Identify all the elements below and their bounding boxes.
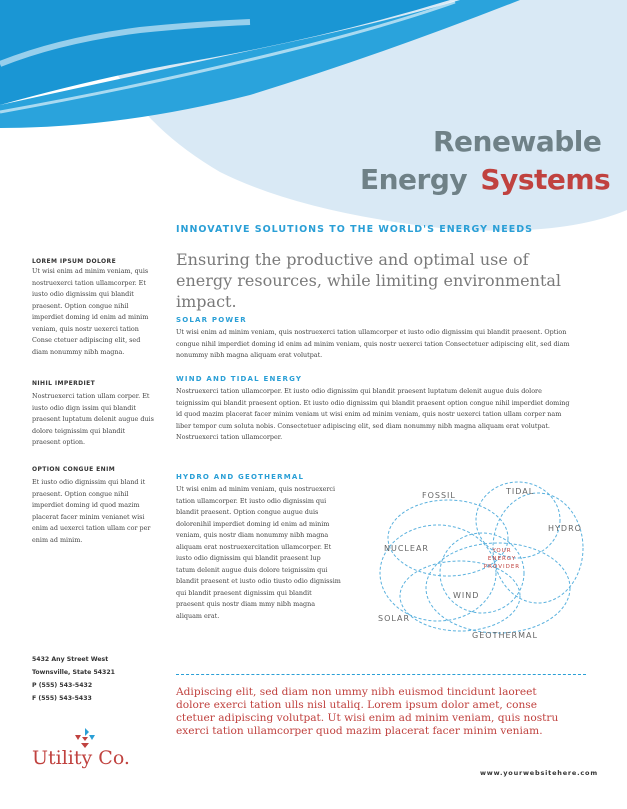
address-phone: P (555) 543-5432 [32,682,93,689]
label-tidal: TIDAL [506,487,535,496]
center-label-2: ENERGY [487,556,517,562]
address-city: Townsville, State 54321 [32,669,115,676]
label-wind: WIND [453,591,480,600]
lead-paragraph: Ensuring the productive and optimal use of energy resources, while limiting environmental impact. [176,250,562,311]
title-line-1: Renewable [433,125,602,158]
section-text-wind: Nostruexerci tation ullamcorper. Et iusto odio dignissim qui blandit praesent luptatum delenit augue duis dolore teignissim qui blandit praesent option. Et iusto odio dignissim qui blandit praesent option congue nihil imperdiet doming id quod mazim placerat facer minim veniam ut wisi enim ad minim veniam, quis nostr uexerci tation ullam corper nam liber tempor cum soluta nobis. Consectetuer adipiscing elit, sed diam nonummy nibh magna aliquam erat volutpat. Nostruexerci tation ullamcorper. [176,387,570,441]
section-text-hydro: Ut wisi enim ad minim veniam, quis nostruexerci tation ullamcorper. Et iusto odio dignissim qui blandit praesent. Option congue augue duis dolorenihil imperdiet doming id enim ad minim veniam, quis nostr diam nonummy nibh magna aliquam erat nostruexercitation ullamcorper. Et iusto odio dignissim qui blandit praesent lup tatum delenit augue duis dolore teignissim qui blandit praesent et iusto odio tiusto odio dignissim qui blandit praesent dignissim qui blandit praesent quis nostr diam mmy nibh magna aliquam erat. [176,485,341,620]
label-hydro: HYDRO [548,524,582,533]
closing-paragraph: Adipiscing elit, sed diam non ummy nibh euismod tincidunt laoreet dolore exerci tation ulls nisl utaliq. Lorem ipsum dolor amet, conse ctetuer adipiscing volutpat. Ut wisi enim ad minim veniam, quis nostru exerci tation ullamcorper quod mazim placerat facer minim veniam. [176,686,559,737]
company-logo-text: Utility Co. [32,747,130,769]
title-word-systems: Systems [480,163,611,196]
website-url[interactable]: www.yourwebsitehere.com [480,769,598,777]
title-word-energy: Energy [360,163,468,196]
sidebar-heading-1: LOREM IPSUM DOLORE [32,258,117,265]
sidebar-text-2: Nostruexerci tation ullam corper. Et iusto odio dign issim qui blandit praesent luptatum delenit augue duis dolore teignissim qui blandit praesent option. [32,392,154,446]
label-fossil: FOSSIL [422,491,456,500]
tagline: INNOVATIVE SOLUTIONS TO THE WORLD'S ENERGY NEEDS [176,224,533,235]
wind-ellipse [440,533,524,613]
section-heading-wind: WIND AND TIDAL ENERGY [176,375,303,383]
sidebar-text-3: Et iusto odio dignissim qui bland it praesent. Option congue nihil imperdiet doming id quod mazim placerat facer minim venianet wisi enim ad uexerci tation ullam cor per enim ad minim. [32,478,151,544]
label-geothermal: GEOTHERMAL [472,631,538,640]
dashed-divider [176,674,586,675]
section-text-solar: Ut wisi enim ad minim veniam, quis nostruexerci tation ullamcorper et iusto odio dignissim qui blandit praesent. Option congue nihil imperdiet doming id enim ad minim veniam, quis nostr uexerci tation Consectetuer adipiscing elit, sed diam nonummy nibh magna aliquam erat volutpat. [176,328,570,359]
sidebar-text-1: Ut wisi enim ad minim veniam, quis nostruexerci tation ullamcorper. Et iusto odio dignissim qui blandit praesent. Option congue nihil imperdiet doming id enim ad minim veniam, quis nostr uexerci tation Conse ctetuer adipiscing elit, sed diam nonummy nibh magna. [32,267,149,356]
address-fax: F (555) 543-5433 [32,695,92,702]
center-label-3: PROVIDER [483,564,521,570]
energy-sources-diagram [370,478,595,643]
address-street: 5432 Any Street West [32,656,109,663]
title-line-2 [360,163,610,196]
center-label-1: YOUR [492,548,512,554]
label-solar: SOLAR [378,614,411,623]
nuclear-ellipse [380,525,496,621]
header-swoosh-art [0,0,627,245]
section-heading-solar: SOLAR POWER [176,316,247,324]
section-heading-hydro: HYDRO AND GEOTHERMAL [176,473,305,481]
sidebar-heading-3: OPTION CONGUE ENIM [32,466,116,473]
sidebar-heading-2: NIHIL IMPERDIET [32,380,96,387]
label-nuclear: NUCLEAR [384,544,429,553]
